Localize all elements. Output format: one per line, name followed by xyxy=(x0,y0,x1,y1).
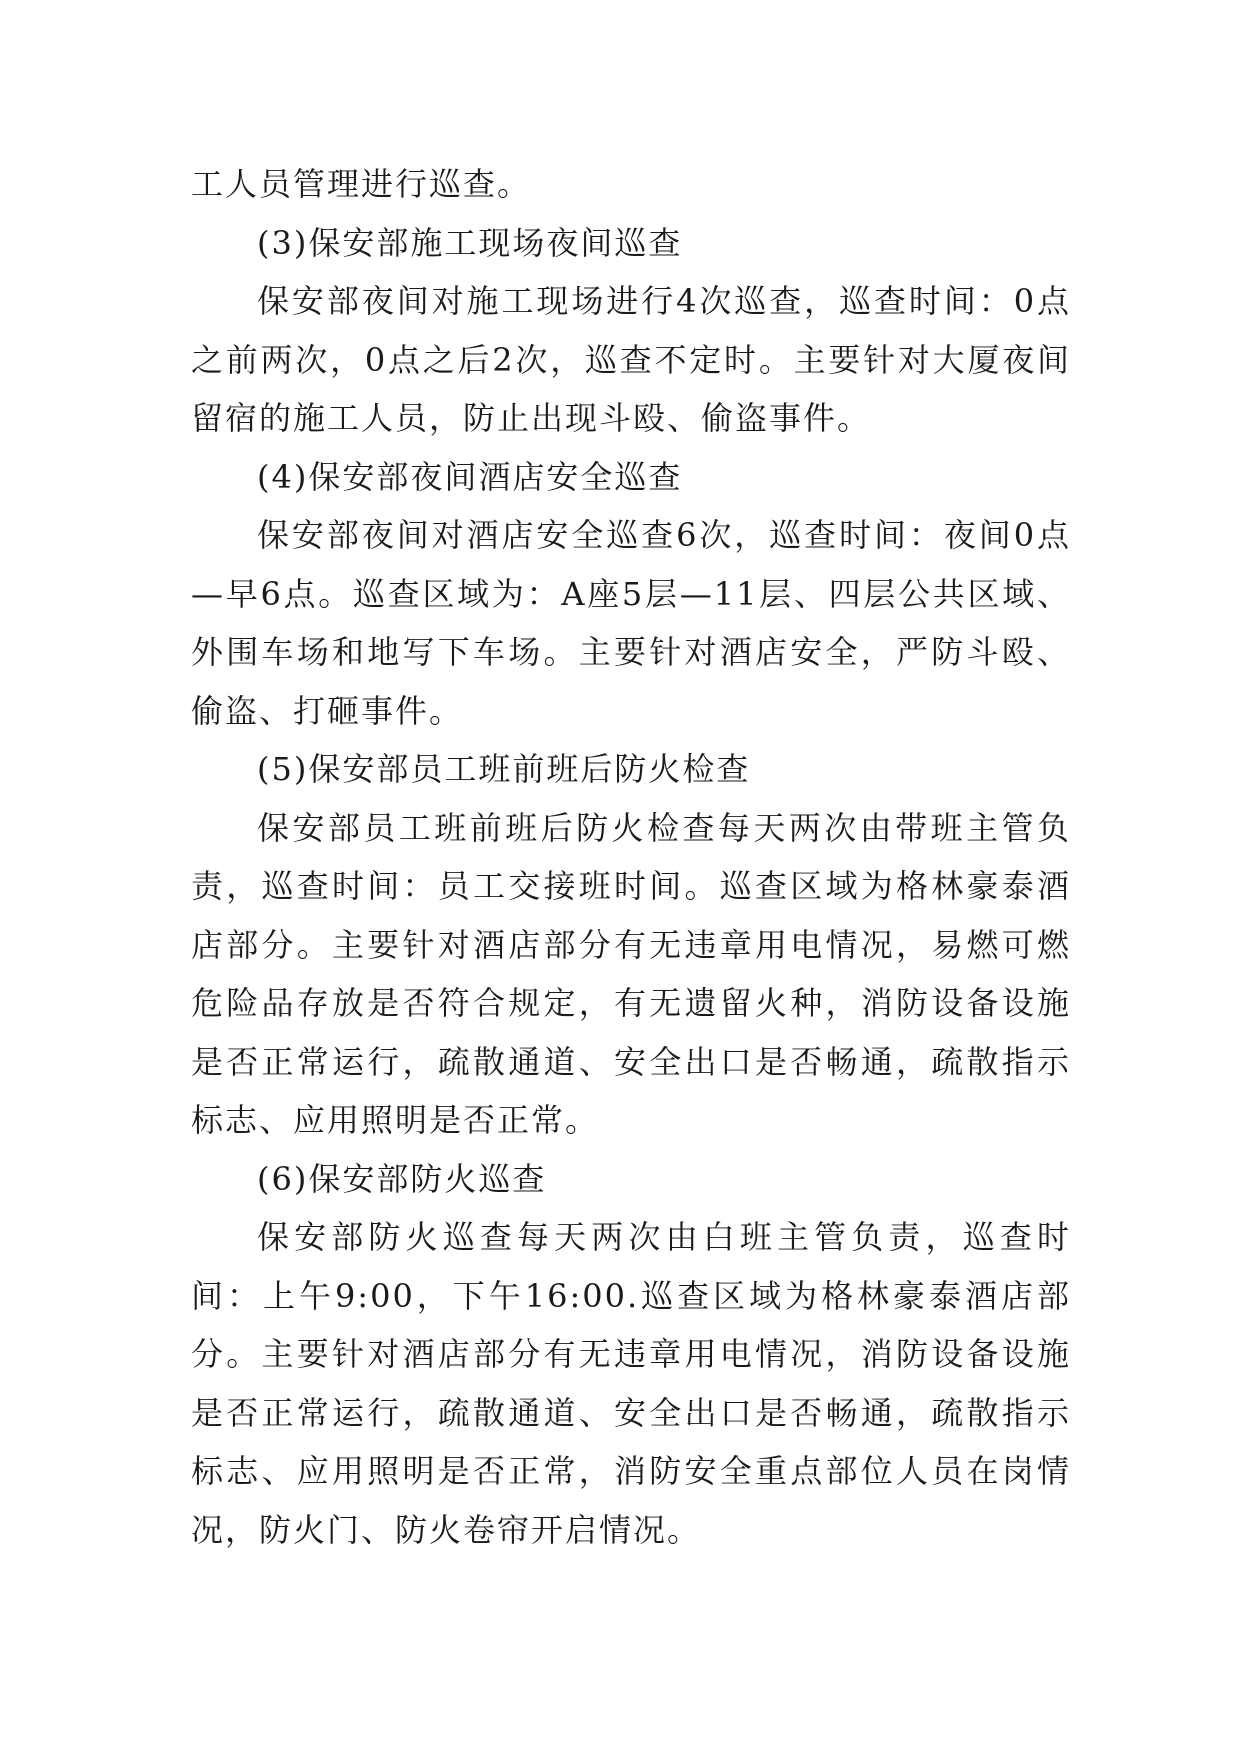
paragraph: 保安部员工班前班后防火检查每天两次由带班主管负责，巡查时间：员工交接班时间。巡查区域为格林豪泰酒店部分。主要针对酒店部分有无违章用电情况，易燃可燃危险品存放是否符合规定，有无遗留火种，消防设备设施是否正常运行，疏散通道、安全出口是否畅通，疏散指示标志、应用照明是否正常。 xyxy=(191,808,1071,1139)
section-heading: (5)保安部员工班前班后防火检查 xyxy=(257,750,751,788)
document-body xyxy=(191,155,1071,1559)
paragraph: 保安部夜间对施工现场进行4次巡查，巡查时间：0点之前两次，0点之后2次，巡查不定时。主要针对大厦夜间留宿的施工人员，防止出现斗殴、偷盗事件。 xyxy=(191,282,1071,437)
section-heading: (3)保安部施工现场夜间巡查 xyxy=(257,223,683,262)
section-heading: (4)保安部夜间酒店安全巡查 xyxy=(257,457,683,496)
section-heading: (6)保安部防火巡查 xyxy=(257,1159,547,1198)
paragraph: 保安部防火巡查每天两次由白班主管负责，巡查时间：上午9:00，下午16:00.巡查区域为格林豪泰酒店部分。主要针对酒店部分有无违章用电情况，消防设备设施是否正常运行，疏散通道、安全出口是否畅通，疏散指示标志、应用照明是否正常，消防安全重点部位人员在岗情况，防火门、防火卷帘开启情况。 xyxy=(191,1218,1071,1549)
paragraph: 保安部夜间对酒店安全巡查6次，巡查时间：夜间0点—早6点。巡查区域为：A座5层—11层、四层公共区域、外围车场和地写下车场。主要针对酒店安全，严防斗殴、偷盗、打砸事件。 xyxy=(191,516,1071,730)
paragraph: 工人员管理进行巡查。 xyxy=(191,165,532,203)
